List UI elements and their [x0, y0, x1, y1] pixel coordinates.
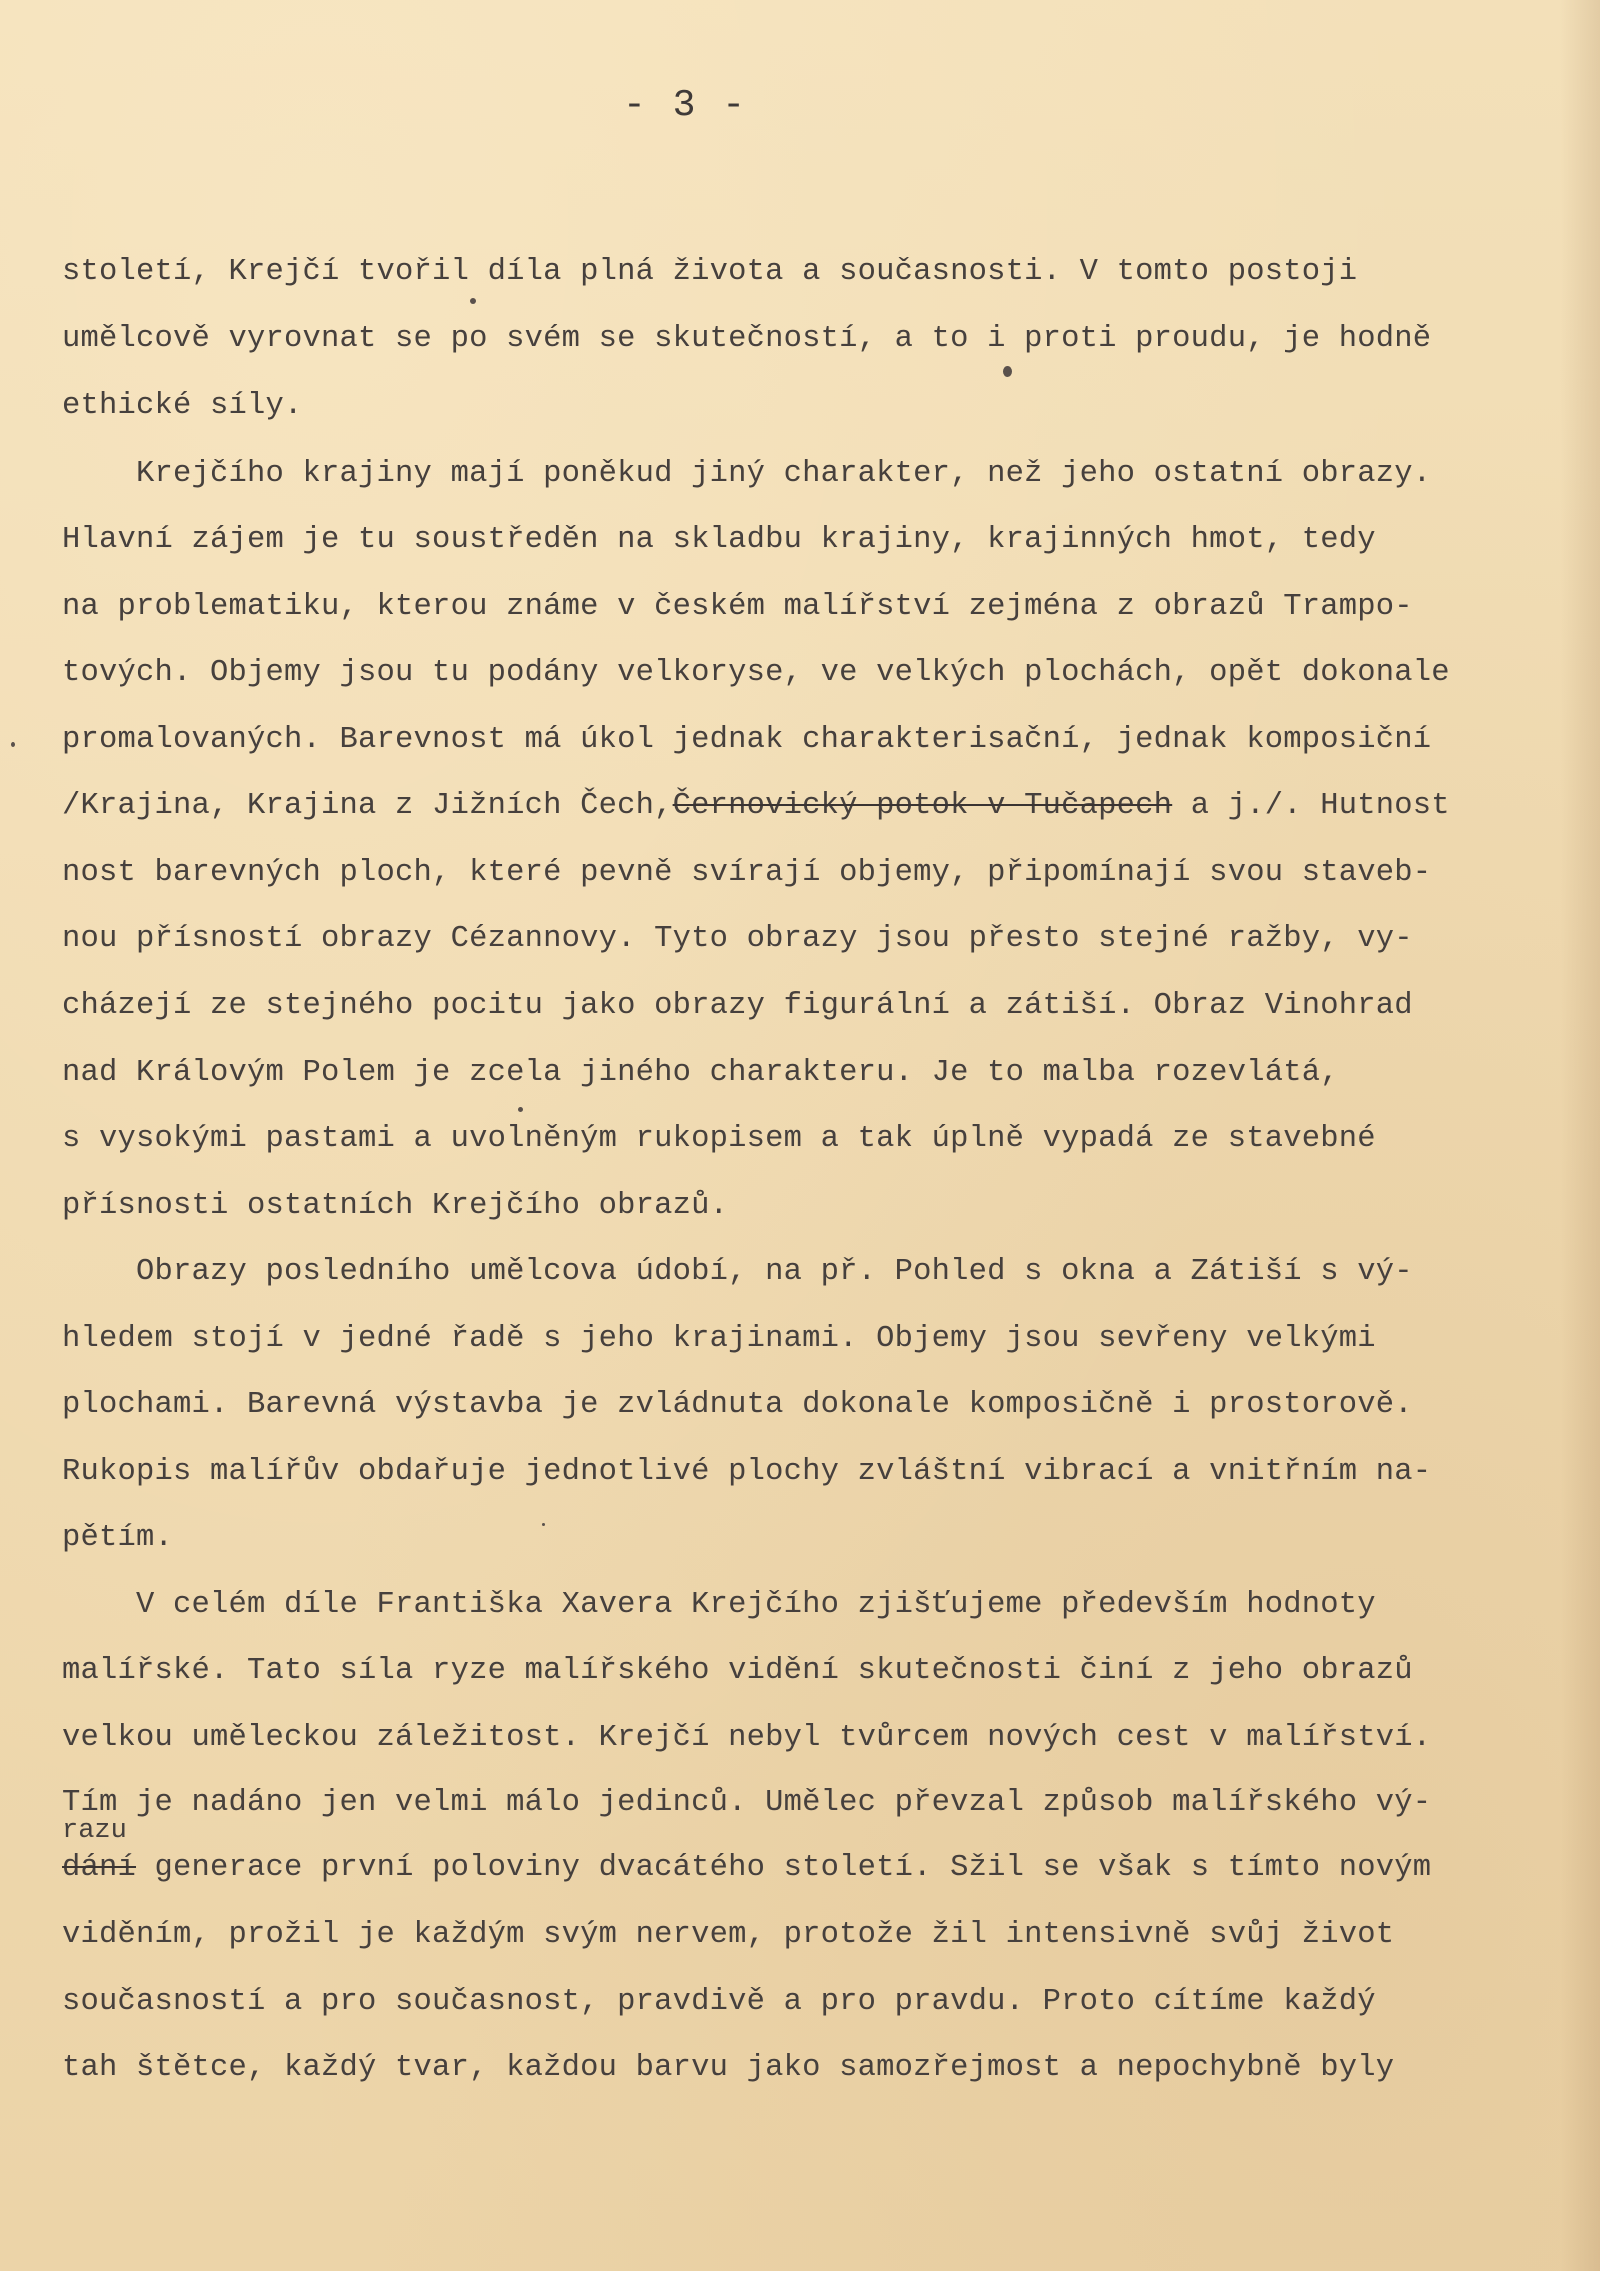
- text-line: Krejčího krajiny mají poněkud jiný charakter, než jeho ostatní obrazy.: [62, 457, 1432, 491]
- text-line: V celém díle Františka Xavera Krejčího zjišťujeme především hodnoty: [62, 1588, 1376, 1622]
- text-line: Rukopis malířův obdařuje jednotlivé plochy zvláštní vibrací a vnitřním na-: [62, 1455, 1432, 1489]
- ink-speck: [470, 298, 476, 304]
- text-line: nou přísností obrazy Cézannovy. Tyto obrazy jsou přesto stejné ražby, vy-: [62, 922, 1413, 956]
- text-line: ethické síly.: [62, 389, 303, 423]
- text-line: přísnosti ostatních Krejčího obrazů.: [62, 1189, 729, 1223]
- text-line: tových. Objemy jsou tu podány velkoryse, ve velkých plochách, opět dokonale: [62, 656, 1450, 690]
- text-line: cházejí ze stejného pocitu jako obrazy figurální a zátiší. Obraz Vinohrad: [62, 989, 1413, 1023]
- page-edge-shadow: [1560, 0, 1600, 2271]
- text-line: promalovaných. Barevnost má úkol jednak charakterisační, jednak komposiční: [62, 723, 1432, 757]
- text-line: nost barevných ploch, které pevně svírají objemy, připomínají svou staveb-: [62, 856, 1432, 890]
- text-line: tah štětce, každý tvar, každou barvu jako samozřejmost a nepochybně byly: [62, 2051, 1395, 2085]
- text-line: plochami. Barevná výstavba je zvládnuta dokonale komposičně i prostorově.: [62, 1388, 1413, 1422]
- text-line: s vysokými pastami a uvolněným rukopisem a tak úplně vypadá ze stavebné: [62, 1122, 1376, 1156]
- text-segment: generace první poloviny dvacátého století. Sžil se však s tímto novým: [154, 1851, 1432, 1885]
- text-line: Obrazy posledního umělcova údobí, na př. Pohled s okna a Zátiší s vý-: [62, 1255, 1413, 1289]
- text-line: nad Královým Polem je zcela jiného charakteru. Je to malba rozevlátá,: [62, 1056, 1339, 1090]
- inserted-word: razu: [62, 1816, 127, 1846]
- text-line: [62, 787, 1450, 825]
- text-line: [62, 1849, 1431, 1887]
- text-line: na problematiku, kterou známe v českém malířství zejména z obrazů Trampo-: [62, 590, 1413, 624]
- text-segment: /Krajina, Krajina z Jižních Čech,: [62, 789, 673, 823]
- text-segment: a j./. Hutnost: [1172, 789, 1450, 823]
- ink-speck: [518, 1107, 523, 1112]
- struck-text: dání: [62, 1851, 137, 1885]
- text-line: viděním, prožil je každým svým nervem, protože žil intensivně svůj život: [62, 1918, 1395, 1952]
- text-line: pětím.: [62, 1521, 174, 1555]
- text-line: umělcově vyrovnat se po svém se skutečností, a to i proti proudu, je hodně: [62, 322, 1432, 356]
- text-line: Hlavní zájem je tu soustředěn na skladbu krajiny, krajinných hmot, tedy: [62, 523, 1376, 557]
- text-line: hledem stojí v jedné řadě s jeho krajinami. Objemy jsou sevřeny velkými: [62, 1322, 1376, 1356]
- text-line: malířské. Tato síla ryze malířského vidění skutečnosti činí z jeho obrazů: [62, 1654, 1413, 1688]
- ink-speck: [11, 742, 15, 747]
- struck-text: Černovický potok v Tučapech: [672, 789, 1173, 823]
- text-line: velkou uměleckou záležitost. Krejčí nebyl tvůrcem nových cest v malířství.: [62, 1721, 1432, 1755]
- page-number: - 3 -: [622, 84, 748, 127]
- ink-speck: [1003, 366, 1012, 377]
- text-line: Tím je nadáno jen velmi málo jedinců. Umělec převzal způsob malířského vý-: [62, 1786, 1432, 1820]
- text-line: současností a pro současnost, pravdivě a pro pravdu. Proto cítíme každý: [62, 1985, 1376, 2019]
- ink-speck: [542, 1523, 545, 1526]
- text-line: století, Krejčí tvořil díla plná života a současnosti. V tomto postoji: [62, 255, 1358, 289]
